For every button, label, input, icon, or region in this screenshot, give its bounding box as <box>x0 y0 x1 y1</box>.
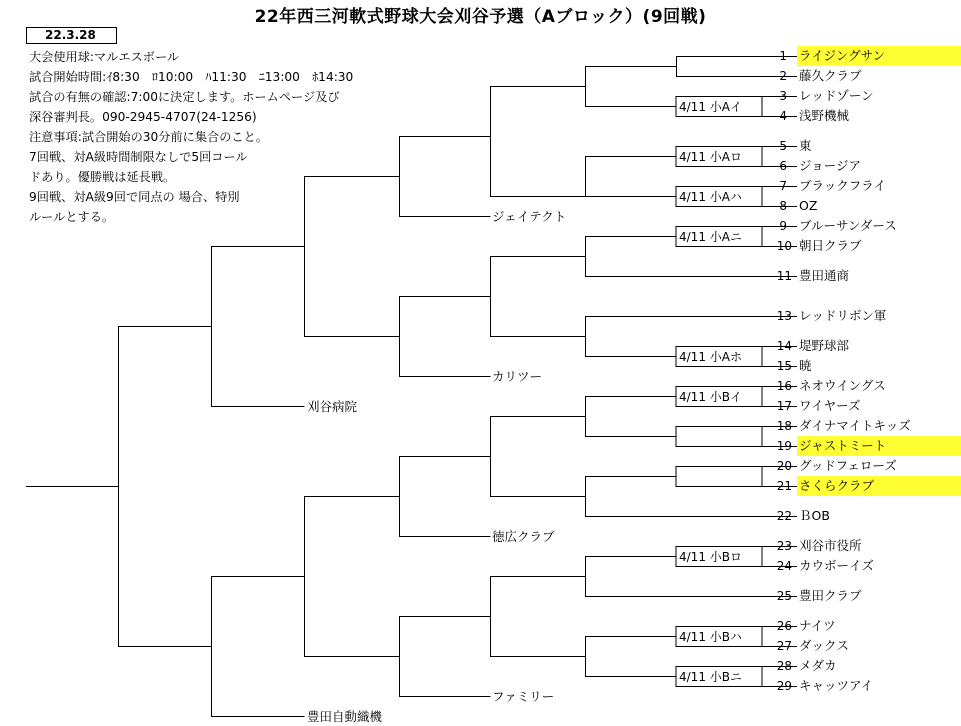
team-name: ジャストミート <box>797 436 961 456</box>
team-number: 19 <box>776 439 792 453</box>
note-line: 7回戦、対A級時間制限なしで5回コール <box>29 150 248 164</box>
team-name: OZ <box>799 198 818 213</box>
team-number: 10 <box>776 239 792 253</box>
note-line: 9回戦、対A級9回で同点の 場合、特別 <box>29 190 240 204</box>
team-name: メダカ <box>799 658 837 673</box>
team-name: ＢOB <box>799 508 830 523</box>
winner-label: カリツー <box>492 369 543 384</box>
team-number: 16 <box>776 379 792 393</box>
match-label: 4/11 小Bイ <box>679 390 742 404</box>
team-name: キャッツアイ <box>799 678 873 693</box>
team-number: 17 <box>776 399 792 413</box>
match-label: 4/11 小Bロ <box>679 550 742 564</box>
match-label: 4/11 小Aニ <box>679 230 742 244</box>
note-line: ルールとする。 <box>29 210 115 224</box>
team-number: 2 <box>779 69 787 83</box>
team-name: グッドフェローズ <box>799 458 897 473</box>
team-number: 18 <box>776 419 792 433</box>
team-number: 23 <box>776 539 792 553</box>
team-name: 東 <box>799 138 812 153</box>
match-label: 4/11 小Bハ <box>679 630 742 644</box>
match-label: 4/11 小Aイ <box>679 100 742 114</box>
match-label: 4/11 小Aロ <box>679 150 742 164</box>
match-label: 4/11 小Aホ <box>679 350 742 364</box>
date-box: 22.3.28 <box>26 27 117 44</box>
team-name: ナイツ <box>799 618 836 633</box>
note-line: 注意事項:試合開始の30分前に集合のこと。 <box>29 130 268 144</box>
team-number: 25 <box>776 589 792 603</box>
winner-label: ファミリー <box>492 689 555 704</box>
team-name: 朝日クラブ <box>799 238 862 253</box>
note-line: 試合開始時間:ｲ8:30 ﾛ10:00 ﾊ11:30 ﾆ13:00 ﾎ14:30 <box>29 70 354 84</box>
team-number: 28 <box>776 659 792 673</box>
team-name: さくらクラブ <box>797 476 961 496</box>
team-number: 22 <box>776 509 792 523</box>
team-name: レッドリボン軍 <box>799 308 887 323</box>
winner-label: ジェイテクト <box>492 209 567 224</box>
team-number: 4 <box>779 109 787 123</box>
team-number: 15 <box>776 359 792 373</box>
note-line: 試合の有無の確認:7:00に決定します。ホームページ及び <box>29 90 340 104</box>
winner-label: 刈谷病院 <box>307 399 358 414</box>
team-name: 豊田通商 <box>799 268 850 283</box>
team-number: 5 <box>779 139 787 153</box>
note-line: 深谷審判長。090-2945-4707(24-1256) <box>29 110 257 124</box>
team-name: 暁 <box>799 358 812 373</box>
team-number: 20 <box>776 459 792 473</box>
team-number: 29 <box>776 679 792 693</box>
note-line: ドあり。優勝戦は延長戦。 <box>29 170 176 184</box>
note-line: 大会使用球:マルエスボール <box>29 50 180 64</box>
team-name: ライジングサン <box>797 46 961 66</box>
winner-label: 豊田自動織機 <box>307 709 383 724</box>
team-name: ブラックフライ <box>799 178 886 193</box>
team-number: 21 <box>776 479 792 493</box>
match-label: 4/11 小Aハ <box>679 190 742 204</box>
team-name: 堤野球部 <box>799 338 850 353</box>
team-name: 豊田クラブ <box>799 588 862 603</box>
team-number: 8 <box>779 199 787 213</box>
team-number: 9 <box>779 219 787 233</box>
team-name: ジョージア <box>799 158 862 173</box>
team-number: 26 <box>776 619 792 633</box>
team-number: 27 <box>776 639 792 653</box>
team-name: ワイヤーズ <box>799 398 861 413</box>
team-name: カウボーイズ <box>799 558 874 573</box>
team-name: ネオウイングス <box>799 378 886 393</box>
team-number: 24 <box>776 559 792 573</box>
team-number: 1 <box>779 49 787 63</box>
page-title: 22年西三河軟式野球大会刈谷予選（Aブロック）(9回戦) <box>254 7 707 27</box>
team-number: 6 <box>779 159 787 173</box>
team-number: 11 <box>776 269 792 283</box>
team-name: ダックス <box>799 638 849 653</box>
team-name: ダイナマイトキッズ <box>799 418 911 433</box>
team-name: 藤久クラブ <box>799 68 862 83</box>
team-name: 刈谷市役所 <box>799 538 862 553</box>
team-number: 14 <box>776 339 792 353</box>
winner-label: 徳広クラブ <box>492 529 555 544</box>
team-name: ブルーサンダース <box>799 218 897 233</box>
team-number: 13 <box>776 309 792 323</box>
team-name: 浅野機械 <box>799 108 850 123</box>
match-label: 4/11 小Bニ <box>679 670 742 684</box>
team-name: レッドゾーン <box>799 88 874 103</box>
team-number: 3 <box>779 89 787 103</box>
team-number: 7 <box>779 179 787 193</box>
